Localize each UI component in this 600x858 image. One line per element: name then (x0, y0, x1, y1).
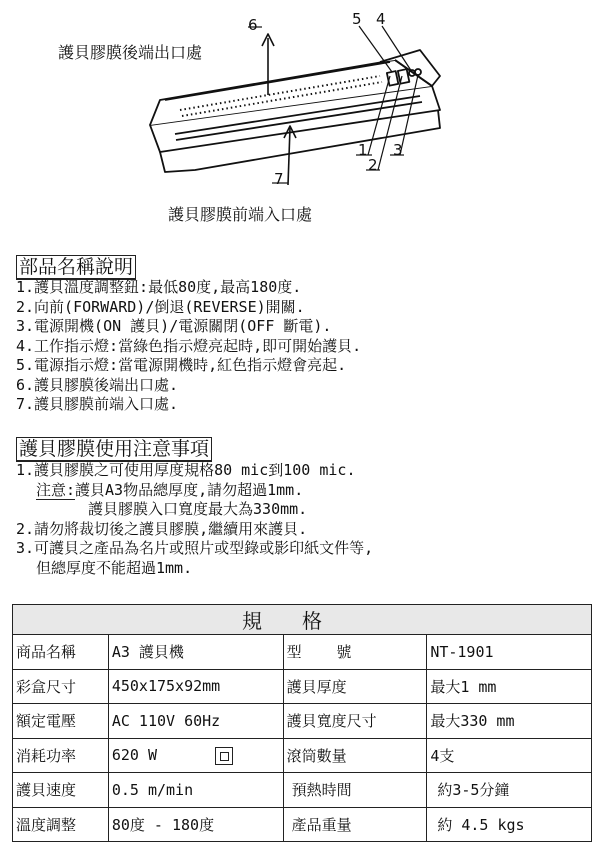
spec-label: 彩盒尺寸 (13, 669, 109, 704)
callout-2: 2 (368, 156, 378, 174)
parts-item: 7.護貝膠膜前端入口處. (16, 395, 179, 413)
parts-list (16, 278, 361, 415)
spec-label: 預熱時間 (283, 773, 427, 808)
spec-label: 消耗功率 (13, 738, 109, 773)
spec-value: 4支 (427, 738, 592, 773)
notes-line: 1.護貝膠膜之可使用厚度規格80 mic到100 mic. (16, 461, 356, 479)
notes-caution-line (16, 481, 373, 501)
spec-label: 護貝寬度尺寸 (283, 704, 427, 739)
front-entry-label: 護貝膠膜前端入口處 (168, 205, 313, 224)
rear-exit-label: 護貝膠膜後端出口處 (58, 43, 203, 62)
notes-list (16, 461, 373, 578)
parts-item: 2.向前(FORWARD)/倒退(REVERSE)開關. (16, 297, 305, 316)
spec-value: NT-1901 (427, 635, 592, 670)
notes-line: 但總厚度不能超過1mm. (36, 558, 193, 577)
spec-header-row (13, 605, 592, 635)
double-insulation-icon (215, 747, 233, 765)
callout-1: 1 (358, 141, 368, 159)
spec-value: 最大1 mm (427, 669, 592, 704)
spec-label: 商品名稱 (13, 635, 109, 670)
callout-3: 3 (393, 141, 403, 159)
table-row (13, 669, 592, 704)
table-row (13, 773, 592, 808)
table-row (13, 704, 592, 739)
table-row (13, 635, 592, 670)
callout-6: 6 (248, 16, 258, 34)
callout-7: 7 (274, 170, 284, 188)
parts-item: 4.工作指示燈:當綠色指示燈亮起時,即可開始護貝. (16, 336, 362, 355)
spec-value: 約3-5分鐘 (427, 773, 592, 808)
spec-label: 護貝速度 (13, 773, 109, 808)
spec-value: 450x175x92mm (108, 669, 283, 704)
spec-label: 溫度調整 (13, 807, 109, 842)
parts-item: 5.電源指示燈:當電源開機時,紅色指示燈會亮起. (16, 356, 347, 374)
parts-item: 3.電源開機(ON 護貝)/電源關閉(OFF 斷電). (16, 317, 332, 335)
caution-prefix: 注意: (36, 480, 76, 499)
caution-text-2: 護貝膠膜入口寬度最大為330mm. (88, 500, 308, 518)
spec-value: 最大330 mm (427, 704, 592, 739)
callout-5: 5 (352, 10, 362, 28)
caution-text-1: 護貝A3物品總厚度,請勿超過1mm. (75, 480, 304, 499)
spec-label: 護貝厚度 (283, 669, 427, 704)
power-value: 620 W (111, 746, 157, 764)
notes-line: 3.可護貝之產品為名片或照片或型錄或影印紙文件等, (16, 539, 374, 557)
callout-4: 4 (376, 10, 386, 28)
table-row (13, 738, 592, 773)
laminator-diagram (0, 0, 600, 240)
notes-line: 2.請勿將裁切後之護貝膠膜,繼續用來護貝. (16, 519, 308, 538)
parts-section-title: 部品名稱說明 (16, 255, 136, 280)
spec-label: 額定電壓 (13, 704, 109, 739)
spec-label: 產品重量 (283, 807, 427, 842)
spec-table (12, 604, 592, 842)
spec-value-power (108, 738, 283, 773)
spec-value: 80度 - 180度 (108, 807, 283, 842)
table-row (13, 807, 592, 842)
spec-value: 約 4.5 kgs (427, 807, 592, 842)
parts-item: 6.護貝膠膜後端出口處. (16, 375, 179, 394)
spec-value: AC 110V 60Hz (108, 704, 283, 739)
spec-value: 0.5 m/min (108, 773, 283, 808)
spec-label: 型 號 (283, 635, 427, 670)
notes-section-title: 護貝膠膜使用注意事項 (16, 437, 212, 462)
parts-item: 1.護貝溫度調整鈕:最低80度,最高180度. (16, 278, 302, 296)
spec-label: 滾筒數量 (283, 738, 427, 773)
spec-value: A3 護貝機 (108, 635, 283, 670)
spec-title: 規格 (13, 605, 592, 635)
